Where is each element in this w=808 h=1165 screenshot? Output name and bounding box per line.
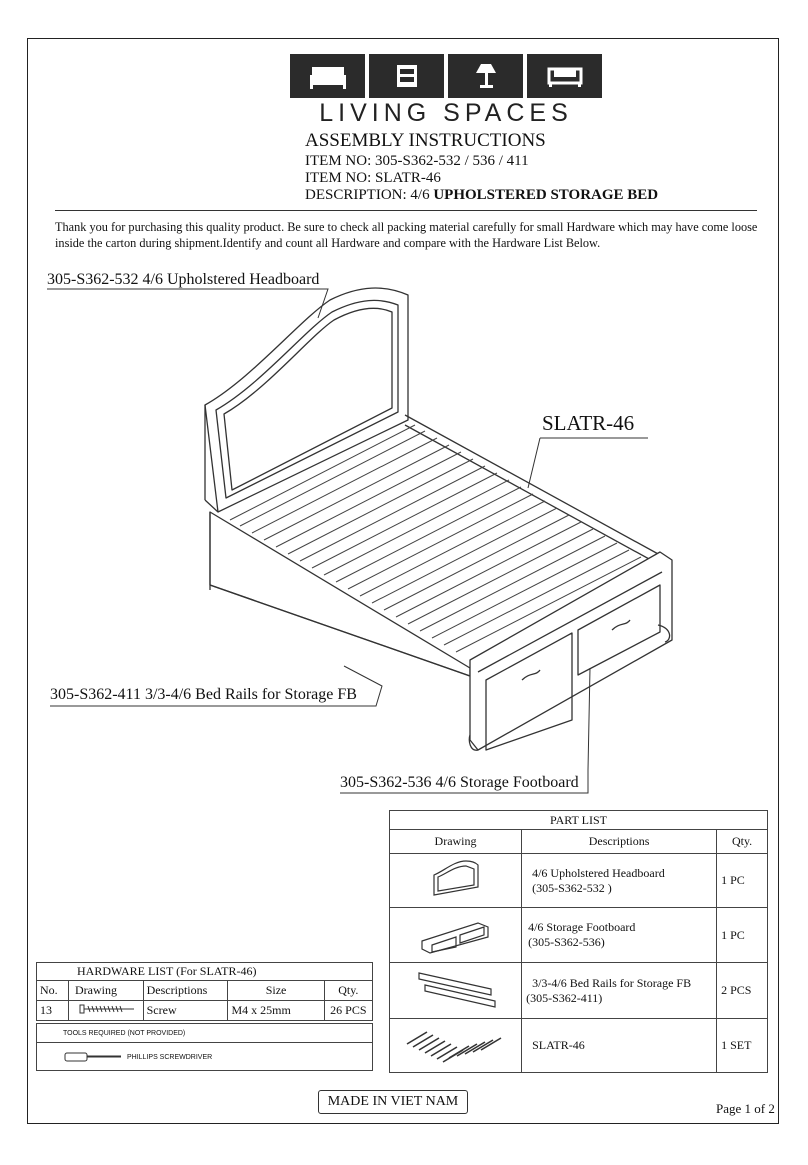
page-number: Page 1 of 2 [716,1101,775,1116]
part-qty: 1 PC [717,908,768,963]
part-qty: 1 PC [717,854,768,908]
part-code: (305-S362-411) [526,990,603,1005]
footboard-drawing [390,908,522,963]
part-name: 4/6 Upholstered Headboard [532,865,665,880]
hardware-list-table [36,962,373,1021]
part-list-header-qty: Qty. [717,830,768,854]
part-code: (305-S362-536) [528,935,605,949]
hardware-header-drawing: Drawing [68,981,143,1001]
part-list-title: PART LIST [390,811,768,830]
callout-footboard: 305-S362-536 4/6 Storage Footboard [340,774,579,791]
part-description [522,908,717,963]
slats-icon [401,1022,511,1066]
screw-icon [76,1004,136,1014]
made-in-label: MADE IN VIET NAM [318,1090,468,1114]
part-name: 3/3-4/6 Bed Rails for Storage FB [532,975,692,990]
brand-name: LIVING SPACES [319,99,573,127]
table-row [390,963,768,1019]
hardware-header-size: Size [228,981,324,1001]
hardware-qty: 26 PCS [324,1001,372,1021]
tools-divider [37,1042,372,1043]
hardware-list-title: HARDWARE LIST (For SLATR-46) [37,963,373,981]
bed-rails-icon [411,967,501,1011]
description-prefix: DESCRIPTION: 4/6 [305,187,434,203]
rails-drawing [390,963,522,1019]
callout-slats: SLATR-46 [542,411,635,435]
screw-drawing [68,1001,143,1021]
item-number-primary: ITEM NO: 305-S362-532 / 536 / 411 [305,153,529,169]
table-row [390,908,768,963]
screwdriver-icon [63,1052,125,1062]
hardware-header-descriptions: Descriptions [143,981,228,1001]
part-name: SLATR-46 [532,1038,585,1052]
intro-text: Thank you for purchasing this quality product. Be sure to check all packing material carefully for small Hardware which may have come loose inside the carton during shipment.Identify and count all Hardware and compare with the Hardware List Below. [55,220,758,250]
hardware-header-no: No. [37,981,69,1001]
part-description [522,1019,717,1073]
table-row [390,854,768,908]
part-list-table [389,810,768,1073]
headboard-icon [426,857,486,901]
callout-headboard: 305-S362-532 4/6 Upholstered Headboard [47,271,320,288]
item-number-slats: ITEM NO: SLATR-46 [305,170,441,186]
tools-required-box [36,1023,373,1071]
part-qty: 2 PCS [717,963,768,1019]
table-row [390,1019,768,1073]
hardware-no: 13 [37,1001,69,1021]
slats-drawing [390,1019,522,1073]
part-name: 4/6 Storage Footboard [528,920,636,934]
hardware-header-qty: Qty. [324,981,372,1001]
description-product: UPHOLSTERED STORAGE BED [433,187,659,203]
hardware-description: Screw [143,1001,228,1021]
tools-item: PHILLIPS SCREWDRIVER [127,1054,213,1061]
tools-title: TOOLS REQUIRED (NOT PROVIDED) [63,1030,186,1037]
part-description [522,854,717,908]
footboard-icon [416,911,496,955]
headboard-drawing [390,854,522,908]
callout-rails: 305-S362-411 3/3-4/6 Bed Rails for Storage FB [50,686,357,703]
hardware-size: M4 x 25mm [228,1001,324,1021]
table-row [37,1001,373,1021]
part-list-header-descriptions: Descriptions [522,830,717,854]
part-list-header-drawing: Drawing [390,830,522,854]
part-qty: 1 SET [717,1019,768,1073]
part-code: (305-S362-532 ) [532,880,612,895]
part-description [522,963,717,1019]
document-title: ASSEMBLY INSTRUCTIONS [305,130,546,151]
